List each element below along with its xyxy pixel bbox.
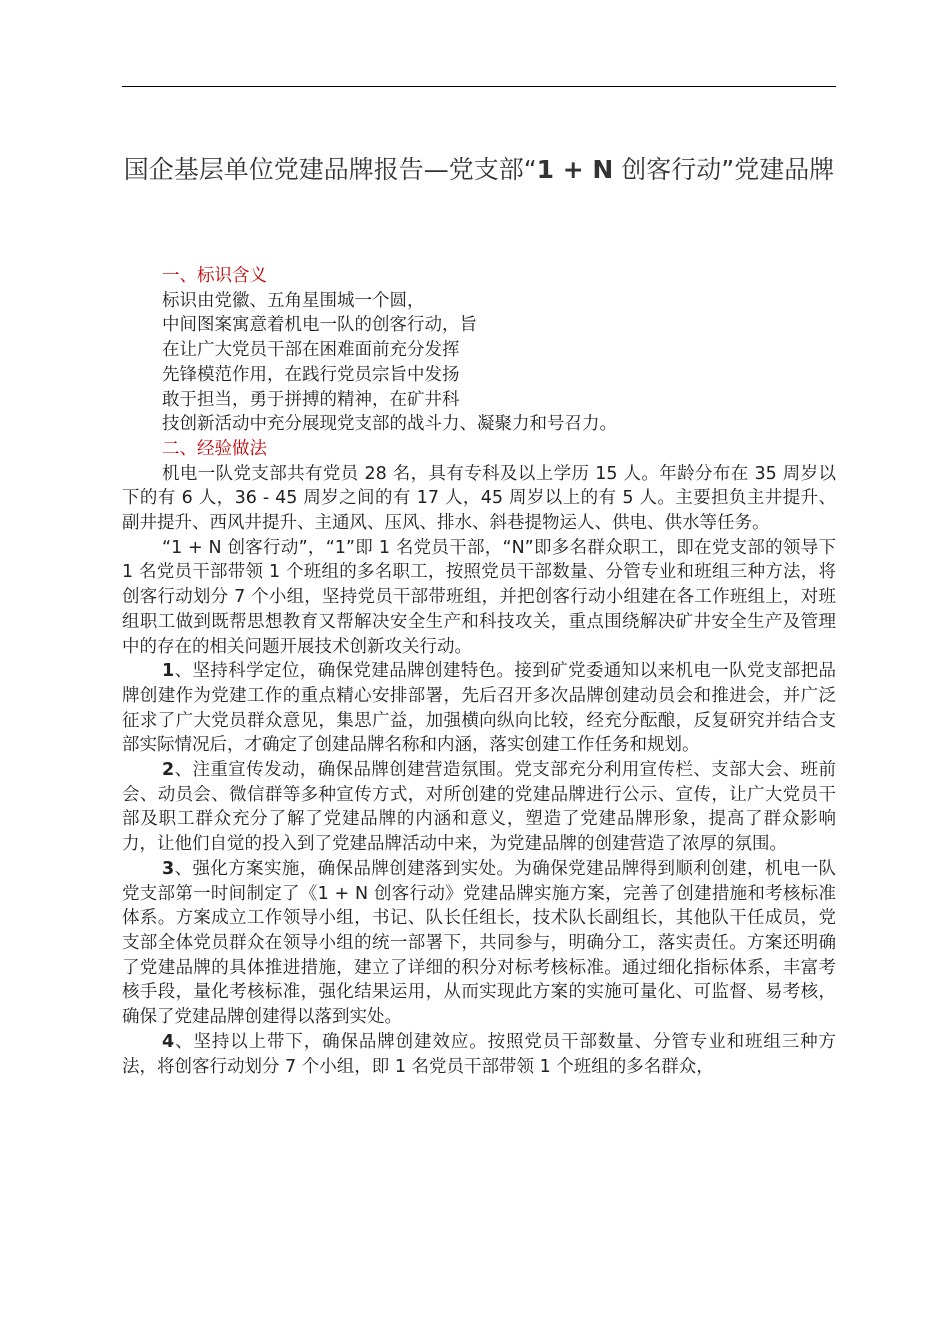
paragraph: 机电一队党支部共有党员 28 名，具有专科及以上学历 15 人。年龄分布在 35 周岁以下的有 6 人，36 - 45 周岁之间的有 17 人，45 周岁以上的有 5 人。主要担负主井提升、副井提升、西风井提升、主通风、压风、排水、斜巷提物运人、供电、供水等任务。 bbox=[122, 463, 836, 534]
text-line: 先锋模范作用，在践行党员宗旨中发扬 bbox=[162, 364, 460, 385]
title-part2: 创客行动”党建品牌 bbox=[613, 155, 835, 184]
item-number: 2 bbox=[162, 760, 175, 781]
item-text: 、坚持科学定位，确保党建品牌创建特色。接到矿党委通知以来机电一队党支部把品牌创建作为党建工作的重点精心安排部署，先后召开多次品牌创建动员会和推进会，并广泛征求了广大党员群众意见，集思广益，加强横向纵向比较，经充分酝酿，反复研究并结合支部实际情况后，才确定了创建品牌名称和内涵，落实创建工作任务和规划。 bbox=[122, 661, 836, 756]
item-text: 、坚持以上带下，确保品牌创建效应。按照党员干部数量、分管专业和班组三种方法，将创客行动划分 7 个小组，即 1 名党员干部带领 1 个班组的多名群众， bbox=[122, 1031, 836, 1077]
section-heading: 一、标识含义 bbox=[162, 266, 267, 286]
numbered-paragraph bbox=[122, 857, 836, 1030]
item-number: 3 bbox=[162, 858, 175, 879]
text-line: 技创新活动中充分展现党支部的战斗力、凝聚力和号召力。 bbox=[162, 414, 617, 435]
item-number: 1 bbox=[162, 661, 175, 682]
numbered-paragraph bbox=[122, 758, 836, 857]
numbered-paragraph bbox=[122, 659, 836, 758]
section-heading: 二、经验做法 bbox=[162, 438, 267, 459]
header-rule bbox=[122, 86, 836, 87]
item-number: 4 bbox=[162, 1031, 175, 1052]
title-bold: 1 + N bbox=[536, 155, 614, 184]
item-text: 、注重宣传发动，确保品牌创建营造氛围。党支部充分利用宣传栏、支部大会、班前会、动员会、微信群等多种宣传方式，对所创建的党建品牌进行公示、宣传，让广大党员干部及职工群众充分了解了党建品牌的内涵和意义，塑造了党建品牌形象，提高了群众影响力，让他们自觉的投入到了党建品牌活动中来，为党建品牌的创建营造了浓厚的氛围。 bbox=[122, 760, 836, 855]
title-part1: 国企基层单位党建品牌报告—党支部“ bbox=[123, 155, 537, 184]
text-line: 敢于担当，勇于拼搏的精神，在矿井科 bbox=[162, 389, 460, 410]
document-body bbox=[122, 264, 836, 1079]
document-title bbox=[122, 146, 836, 194]
paragraph: “1 + N 创客行动”，“1”即 1 名党员干部，“N”即多名群众职工，即在党支部的领导下 1 名党员干部带领 1 个班组的多名职工，按照党员干部数量、分管专业和班组三种方法，将创客行动划分 7 个小组，坚持党员干部带班组，并把创客行动小组建在各工作班组上，对班组职工做到既帮思想教育又帮解决安全生产和科技攻关，重点围绕解决矿井安全生产及管理中的存在的相关问题开展技术创新攻关行动。 bbox=[122, 537, 836, 657]
text-line: 中间图案寓意着机电一队的创客行动，旨 bbox=[162, 315, 477, 336]
text-line: 标识由党徽、五角星围城一个圆， bbox=[162, 290, 425, 311]
item-text: 、强化方案实施，确保品牌创建落到实处。为确保党建品牌得到顺利创建，机电一队党支部第一时间制定了《1 + N 创客行动》党建品牌实施方案，完善了创建措施和考核标准体系。方案成立工作领导小组，书记、队长任组长，技术队长副组长，其他队干任成员，党支部全体党员群众在领导小组的统一部署下，共同参与，明确分工，落实责任。方案还明确了党建品牌的具体推进措施，建立了详细的积分对标考核标准。通过细化指标体系，丰富考核手段，量化考核标准，强化结果运用，从而实现此方案的实施可量化、可监督、易考核，确保了党建品牌创建得以落到实处。 bbox=[122, 858, 836, 1028]
numbered-paragraph bbox=[122, 1030, 836, 1079]
text-line: 在让广大党员干部在困难面前充分发挥 bbox=[162, 340, 460, 361]
